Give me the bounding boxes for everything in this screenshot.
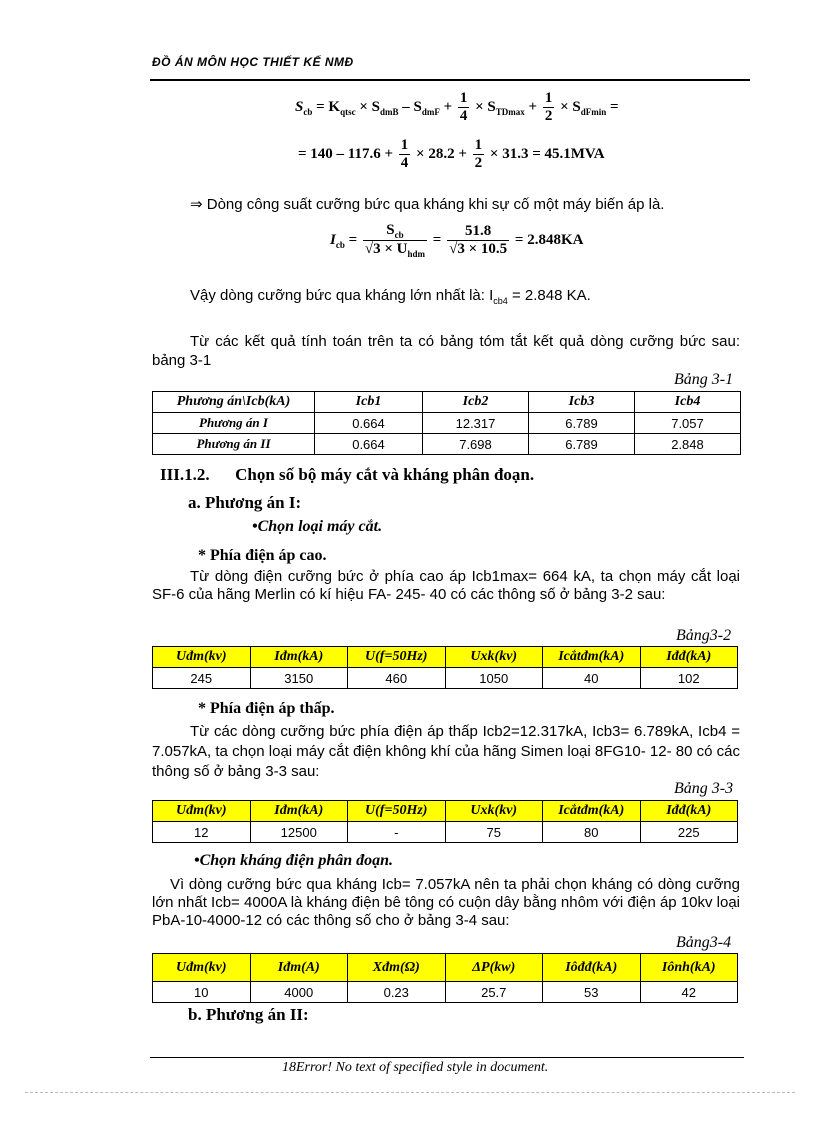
table-cell: 42 (640, 982, 738, 1003)
formula-term: × S (560, 98, 581, 115)
table-header-cell: Uxk(kv) (445, 647, 543, 668)
formula-term: = K (316, 98, 341, 115)
table-header-cell: Phương án\Icb(kA) (153, 392, 315, 413)
table-cell: 7.057 (635, 413, 741, 434)
bullet-reactor: •Chọn kháng điện phân đoạn. (194, 852, 394, 869)
paragraph-low-voltage: Từ các dòng cưỡng bức phía điện áp thấp Icb2=12.317kA, Icb3= 6.789kA, Icb4 = 7.057kA, ta chọn loại máy cắt điện không khí của hãng Simen loại 8FG10- 12- 80 có các thông số ở bảng 3-3 sau: (152, 723, 740, 780)
page-boundary (25, 1092, 795, 1093)
formula-sub: dmF (421, 106, 440, 117)
table4-caption: Bảng3-4 (676, 934, 732, 951)
bullet-icon: • (194, 852, 200, 869)
bullet-breaker: •Chọn loại máy cắt. (252, 518, 383, 535)
table-header-cell: Iônh(kA) (640, 954, 738, 982)
formula-term: + (528, 98, 538, 115)
table-cell: 53 (543, 982, 641, 1003)
table-header-cell: Iđđ(kA) (640, 647, 738, 668)
high-voltage-title: * Phía điện áp cao. (198, 547, 327, 564)
table-cell: 0.664 (315, 413, 423, 434)
table-cell: 7.698 (423, 434, 529, 455)
table-header-cell: Icb1 (315, 392, 423, 413)
fraction: $\frac{1}{2}$ (474, 137, 483, 171)
formula-term: = (348, 231, 358, 248)
formula-term: × 31.3 = 45.1MVA (489, 145, 605, 162)
table-cell: 75 (445, 822, 543, 843)
fraction: $\frac{1}{2}$ (544, 90, 553, 124)
formula-term: × S (359, 98, 380, 115)
table-header-cell: Icb2 (423, 392, 529, 413)
table-row-label: Phương án II (153, 434, 315, 455)
table-header-cell: ΔP(kw) (445, 954, 543, 982)
fraction: $\frac{1}{4}$ (400, 137, 409, 171)
table-header-cell: Icắtđm(kA) (543, 801, 641, 822)
fraction: $\frac{51.8}{√3 \times 10.5}$ (449, 223, 508, 257)
table-cell: 12 (153, 822, 251, 843)
table-hv-breaker (152, 646, 738, 689)
table-cell: - (348, 822, 446, 843)
formula-scb (295, 90, 619, 125)
table3-caption: Bảng 3-3 (674, 780, 734, 797)
table-header-cell: Icb3 (529, 392, 635, 413)
formula-term: = (432, 231, 442, 248)
table-header-cell: U(f=50Hz) (348, 647, 446, 668)
formula-term: – S (402, 98, 422, 115)
table-header-cell: Uđm(kv) (153, 954, 251, 982)
section-heading: III.1.2. Chọn số bộ máy cắt và kháng phân đoạn. (160, 465, 535, 484)
table-cell: 12.317 (423, 413, 529, 434)
formula-lhs: S (295, 98, 304, 115)
table-header-cell: Icb4 (635, 392, 741, 413)
table-cell: 4000 (250, 982, 348, 1003)
formula-lhs: I (330, 231, 336, 248)
table-reactor (152, 953, 738, 1003)
table-cell: 1050 (445, 668, 543, 689)
table-cell: 460 (348, 668, 446, 689)
document-header: ĐỒ ÁN MÔN HỌC THIẾT KẾ NMĐ (152, 55, 354, 69)
table-header-cell: Iđm(A) (250, 954, 348, 982)
formula-sub: TDmax (495, 106, 525, 117)
bullet-icon: • (252, 518, 258, 535)
table-forced-currents (152, 391, 741, 455)
paragraph-high-voltage: Từ dòng điện cưỡng bức ở phía cao áp Icb1max= 664 kA, ta chọn máy cắt loại SF-6 của hãng Merlin có kí hiệu FA- 245- 40 có các thông số ở bảng 3-2 sau: (152, 568, 740, 603)
formula-sub: cb (335, 239, 345, 250)
table-header-cell: Uđm(kv) (153, 801, 251, 822)
header-rule (150, 79, 750, 81)
table-cell: 6.789 (529, 434, 635, 455)
table-cell: 40 (543, 668, 641, 689)
table-header-cell: U(f=50Hz) (348, 801, 446, 822)
low-voltage-title: * Phía điện áp thấp. (198, 700, 335, 717)
subsection-a: a. Phương án I: (188, 493, 302, 512)
table-cell: 3150 (250, 668, 348, 689)
fraction: $\frac{S_{cb}}{√3 \times U_{hdm}}$ (364, 222, 426, 259)
footer-rule (150, 1057, 744, 1058)
formula-sub: dFmin (580, 106, 607, 117)
table-header-cell: Uđm(kv) (153, 647, 251, 668)
formula-term: × 28.2 + (416, 145, 467, 162)
paragraph-max-current: Vậy dòng cưỡng bức qua kháng lớn nhất là: $I_{cb4} = 2.848$ KA. (190, 287, 591, 306)
table-header-cell: Iđđ(kA) (640, 801, 738, 822)
table-cell: 0.664 (315, 434, 423, 455)
table-header-cell: Uxk(kv) (445, 801, 543, 822)
table-row-label: Phương án I (153, 413, 315, 434)
table-cell: 245 (153, 668, 251, 689)
formula-sub: dmB (379, 106, 399, 117)
formula-term: × S (475, 98, 496, 115)
table-header-cell: Iđm(kA) (250, 647, 348, 668)
fraction: $\frac{1}{4}$ (459, 90, 468, 124)
table-cell: 225 (640, 822, 738, 843)
table-cell: 2.848 (635, 434, 741, 455)
table-header-cell: Icắtđm(kA) (543, 647, 641, 668)
table-cell: 25.7 (445, 982, 543, 1003)
paragraph-short-circuit: ⇒ Dòng công suất cưỡng bức qua kháng khi sự cố một máy biến áp là. (190, 196, 665, 213)
table-lv-breaker (152, 800, 738, 843)
table2-caption: Bảng3-2 (676, 627, 732, 644)
paragraph-summary: Từ các kết quả tính toán trên ta có bảng tóm tắt kết quả dòng cưỡng bức sau: bảng 3-1 (152, 333, 740, 369)
page-footer: 18Error! No text of specified style in document. (282, 1060, 549, 1075)
table-header-cell: Xđm(Ω) (348, 954, 446, 982)
table-cell: 102 (640, 668, 738, 689)
formula-term: = (609, 98, 619, 115)
formula-term: = 2.848KA (514, 231, 584, 248)
subsection-b: b. Phương án II: (188, 1005, 309, 1024)
formula-term: = 140 – 117.6 + (298, 145, 394, 162)
formula-term: + (443, 98, 453, 115)
table-cell: 80 (543, 822, 641, 843)
table1-caption: Bảng 3-1 (674, 371, 734, 388)
table-cell: 0.23 (348, 982, 446, 1003)
formula-scb-value (298, 137, 605, 172)
table-header-cell: Iôđđ(kA) (543, 954, 641, 982)
table-cell: 12500 (250, 822, 348, 843)
paragraph-reactor: Vì dòng cưỡng bức qua kháng Icb= 7.057kA nên ta phải chọn kháng có dòng cưỡng lớn nhất Icb= 4000A là kháng điện bê tông có cuộn dây bằng nhôm với điện áp 10kv loại PbA-10-4000-12 có các thông số cho ở bảng 3-4 sau: (152, 876, 741, 929)
formula-icb (330, 222, 583, 259)
table-header-cell: Iđm(kA) (250, 801, 348, 822)
table-cell: 10 (153, 982, 251, 1003)
formula-sub: qtsc (340, 106, 356, 117)
table-cell: 6.789 (529, 413, 635, 434)
formula-lhs-sub: cb (303, 106, 313, 117)
